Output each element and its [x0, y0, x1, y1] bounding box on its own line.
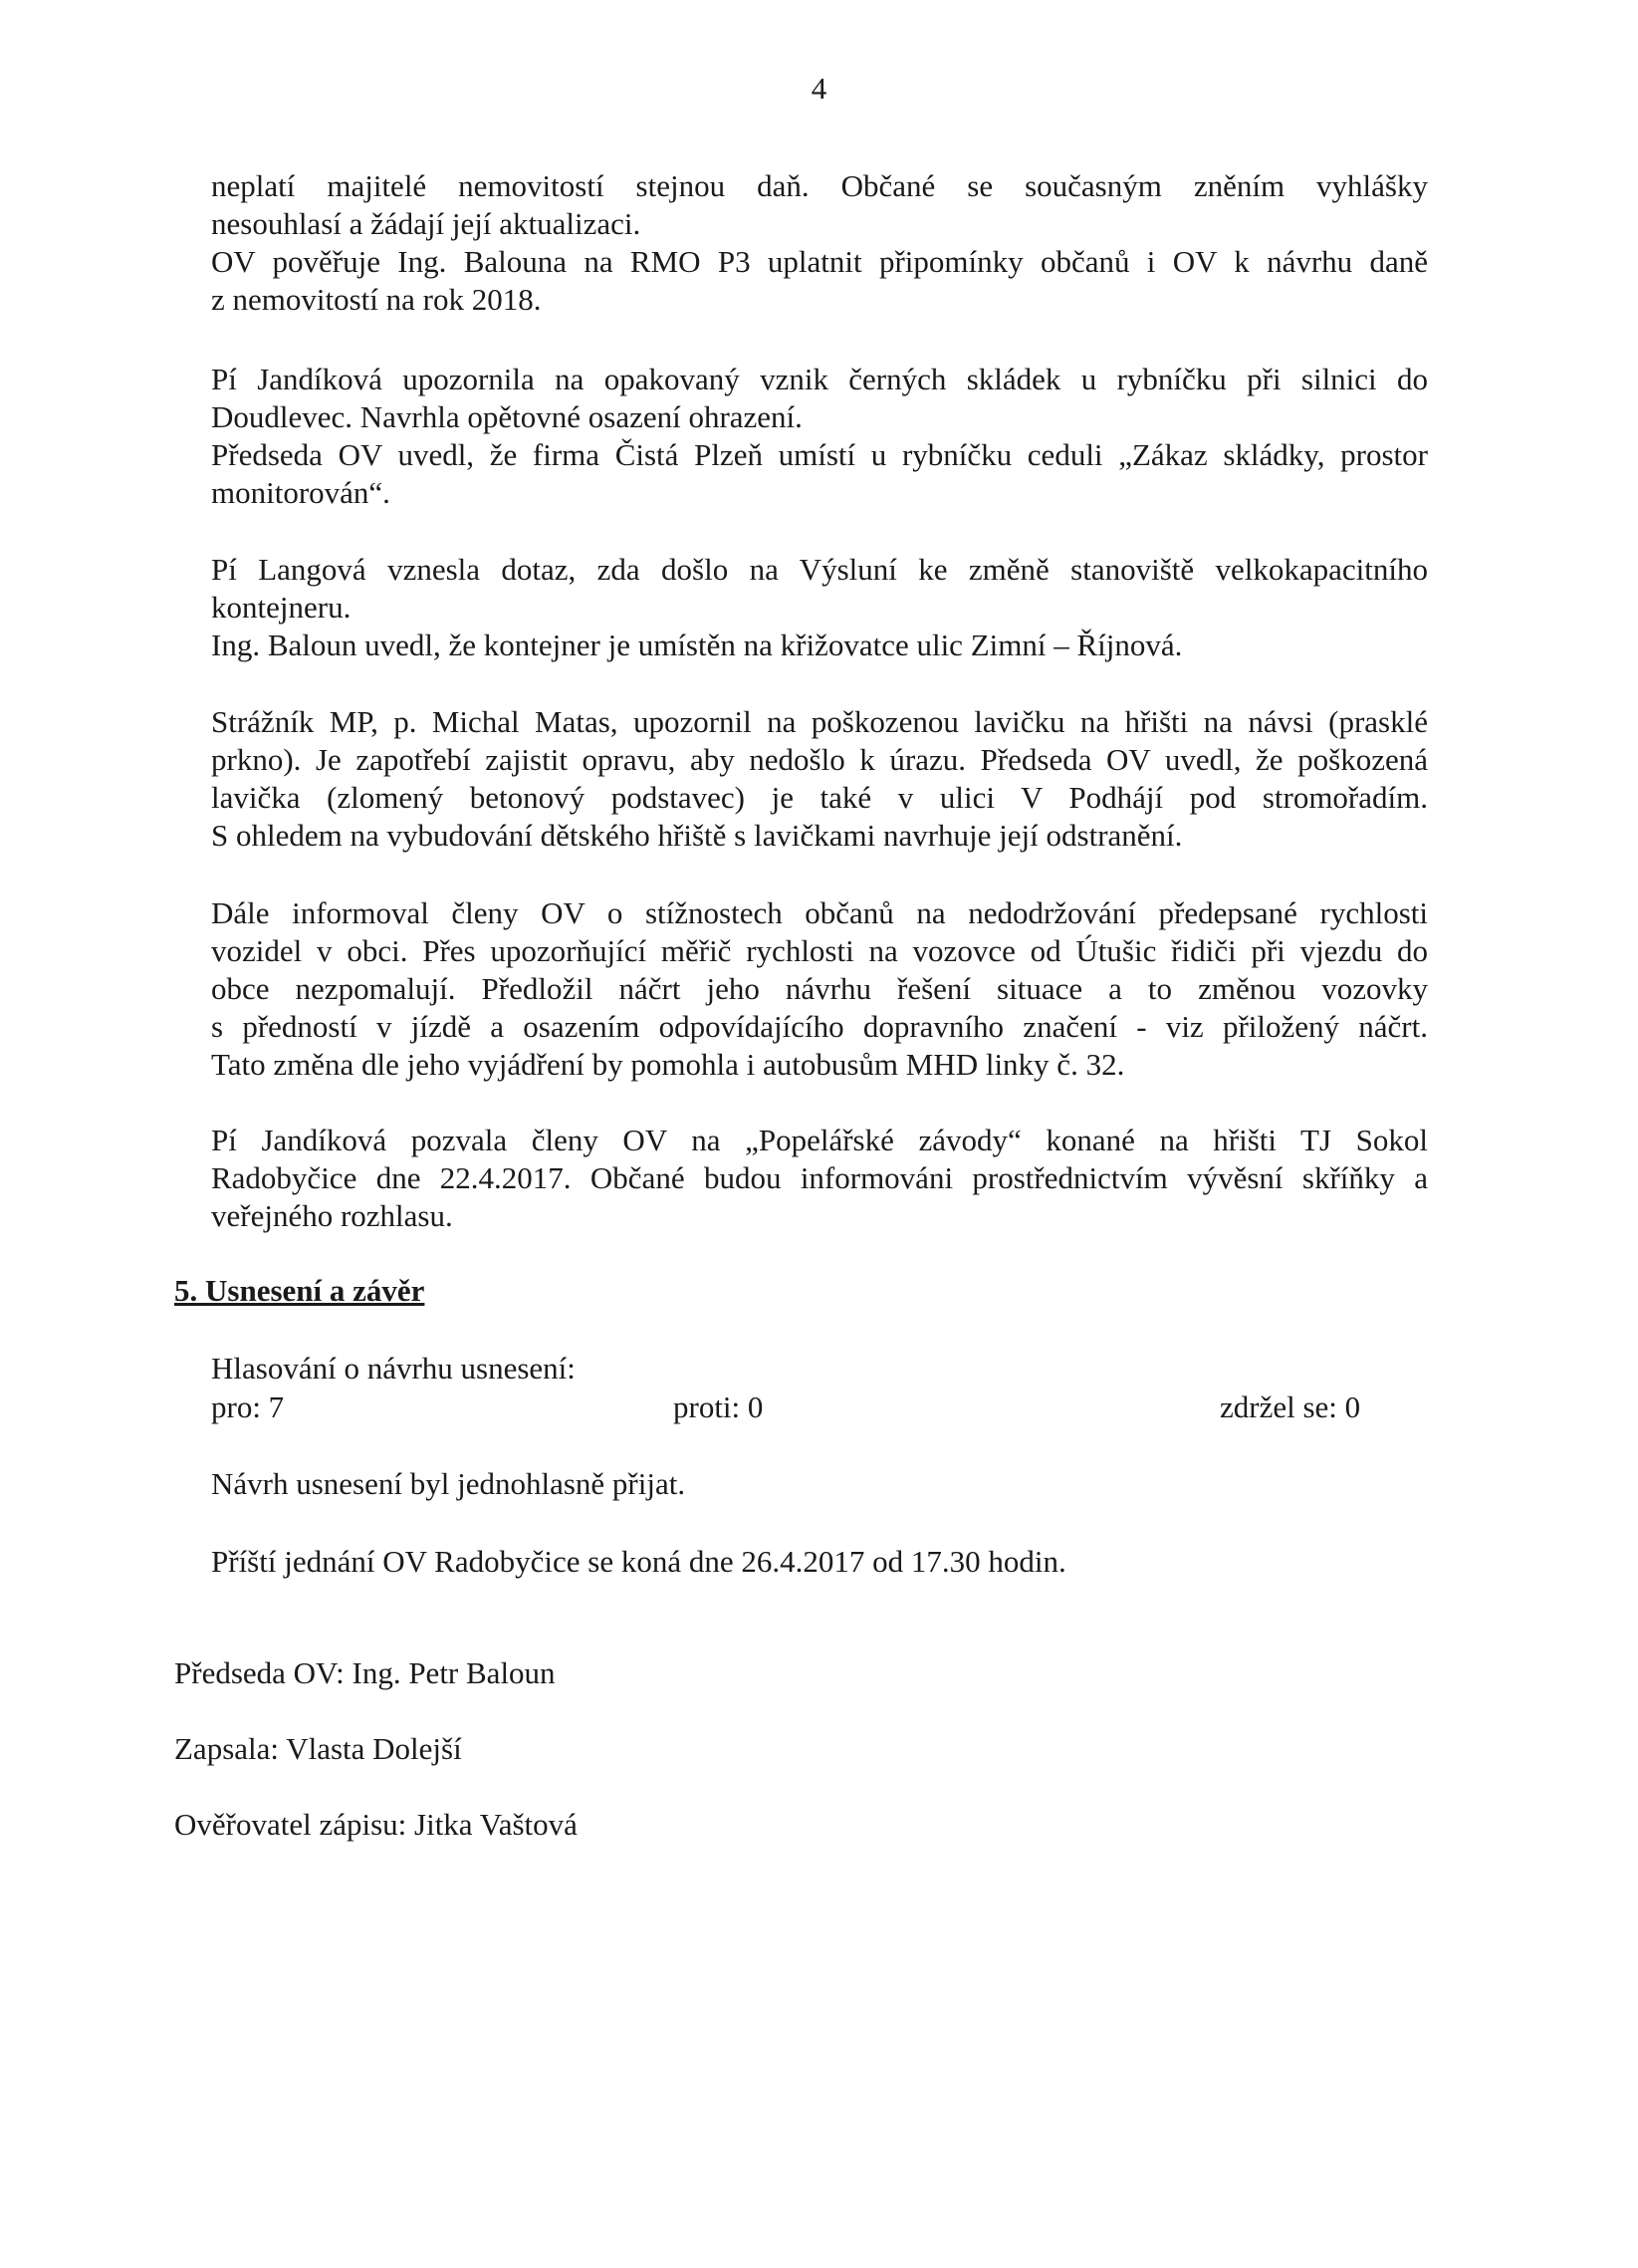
- text-line: OV pověřuje Ing. Balouna na RMO P3 uplatnit připomínky občanů i OV k návrhu daně: [211, 244, 1428, 279]
- text-line: Radobyčice dne 22.4.2017. Občané budou informováni prostřednictvím vývěsní skříňky a: [211, 1160, 1428, 1195]
- text-line: monitorován“.: [211, 475, 390, 510]
- text-line: neplatí majitelé nemovitostí stejnou daň. Občané se současným zněním vyhlášky: [211, 168, 1428, 203]
- next-meeting: Příští jednání OV Radobyčice se koná dne 26.4.2017 od 17.30 hodin.: [211, 1544, 1066, 1579]
- vote-proti: proti: 0: [673, 1389, 764, 1424]
- page-number: 4: [811, 71, 827, 106]
- text-line: kontejneru.: [211, 590, 351, 625]
- paragraph-damaged-bench: [211, 703, 1428, 855]
- text-line: vozidel v obci. Přes upozorňující měřič rychlosti na vozovce od Útušic řidiči při vjezdu do: [211, 933, 1428, 968]
- text-line: S ohledem na vybudování dětského hřiště s lavičkami navrhuje její odstranění.: [211, 818, 1183, 853]
- text-line: nesouhlasí a žádají její aktualizaci.: [211, 206, 641, 241]
- text-line: s předností v jízdě a osazením odpovídajícího dopravního značení - viz přiložený náčrt.: [211, 1009, 1428, 1044]
- text-line: Pí Langová vznesla dotaz, zda došlo na Výsluní ke změně stanoviště velkokapacitního: [211, 552, 1428, 587]
- paragraph-container-location: [211, 551, 1428, 664]
- resolution-result: Návrh usnesení byl jednohlasně přijat.: [211, 1466, 686, 1501]
- text-line: Doudlevec. Navrhla opětovné osazení ohrazení.: [211, 399, 803, 434]
- paragraph-illegal-dumps: [211, 361, 1428, 512]
- paragraph-speed-complaints: [211, 894, 1428, 1084]
- signature-verifier: Ověřovatel zápisu: Jitka Vaštová: [174, 1807, 578, 1842]
- text-line: Pí Jandíková upozornila na opakovaný vznik černých skládek u rybníčku při silnici do: [211, 362, 1428, 396]
- text-line: z nemovitostí na rok 2018.: [211, 282, 542, 317]
- vote-pro: pro: 7: [211, 1389, 285, 1424]
- paragraph-tax-comments: [211, 167, 1428, 319]
- text-line: Strážník MP, p. Michal Matas, upozornil na poškozenou lavičku na hřišti na návsi (prasklé: [211, 704, 1428, 739]
- paragraph-invitation: [211, 1122, 1428, 1235]
- text-line: prkno). Je zapotřebí zajistit opravu, aby nedošlo k úrazu. Předseda OV uvedl, že poškozená: [211, 742, 1428, 777]
- text-line: Pí Jandíková pozvala členy OV na „Popelářské závody“ konané na hřišti TJ Sokol: [211, 1123, 1428, 1157]
- signature-chair: Předseda OV: Ing. Petr Baloun: [174, 1655, 556, 1690]
- signature-recorder: Zapsala: Vlasta Dolejší: [174, 1731, 462, 1766]
- vote-abstain: zdržel se: 0: [1220, 1389, 1361, 1424]
- section-heading: 5. Usnesení a závěr: [174, 1273, 425, 1308]
- text-line: Dále informoval členy OV o stížnostech občanů na nedodržování předepsané rychlosti: [211, 895, 1428, 930]
- text-line: lavička (zlomený betonový podstavec) je také v ulici V Podhájí pod stromořadím.: [211, 780, 1428, 815]
- text-line: Ing. Baloun uvedl, že kontejner je umístěn na křižovatce ulic Zimní – Říjnová.: [211, 628, 1183, 662]
- text-line: Tato změna dle jeho vyjádření by pomohla i autobusům MHD linky č. 32.: [211, 1047, 1125, 1082]
- text-line: obce nezpomalují. Předložil náčrt jeho návrhu řešení situace a to změnou vozovky: [211, 971, 1428, 1006]
- vote-intro: Hlasování o návrhu usnesení:: [211, 1351, 576, 1386]
- text-line: veřejného rozhlasu.: [211, 1198, 453, 1233]
- text-line: Předseda OV uvedl, že firma Čistá Plzeň umístí u rybníčku ceduli „Zákaz skládky, prostor: [211, 437, 1428, 472]
